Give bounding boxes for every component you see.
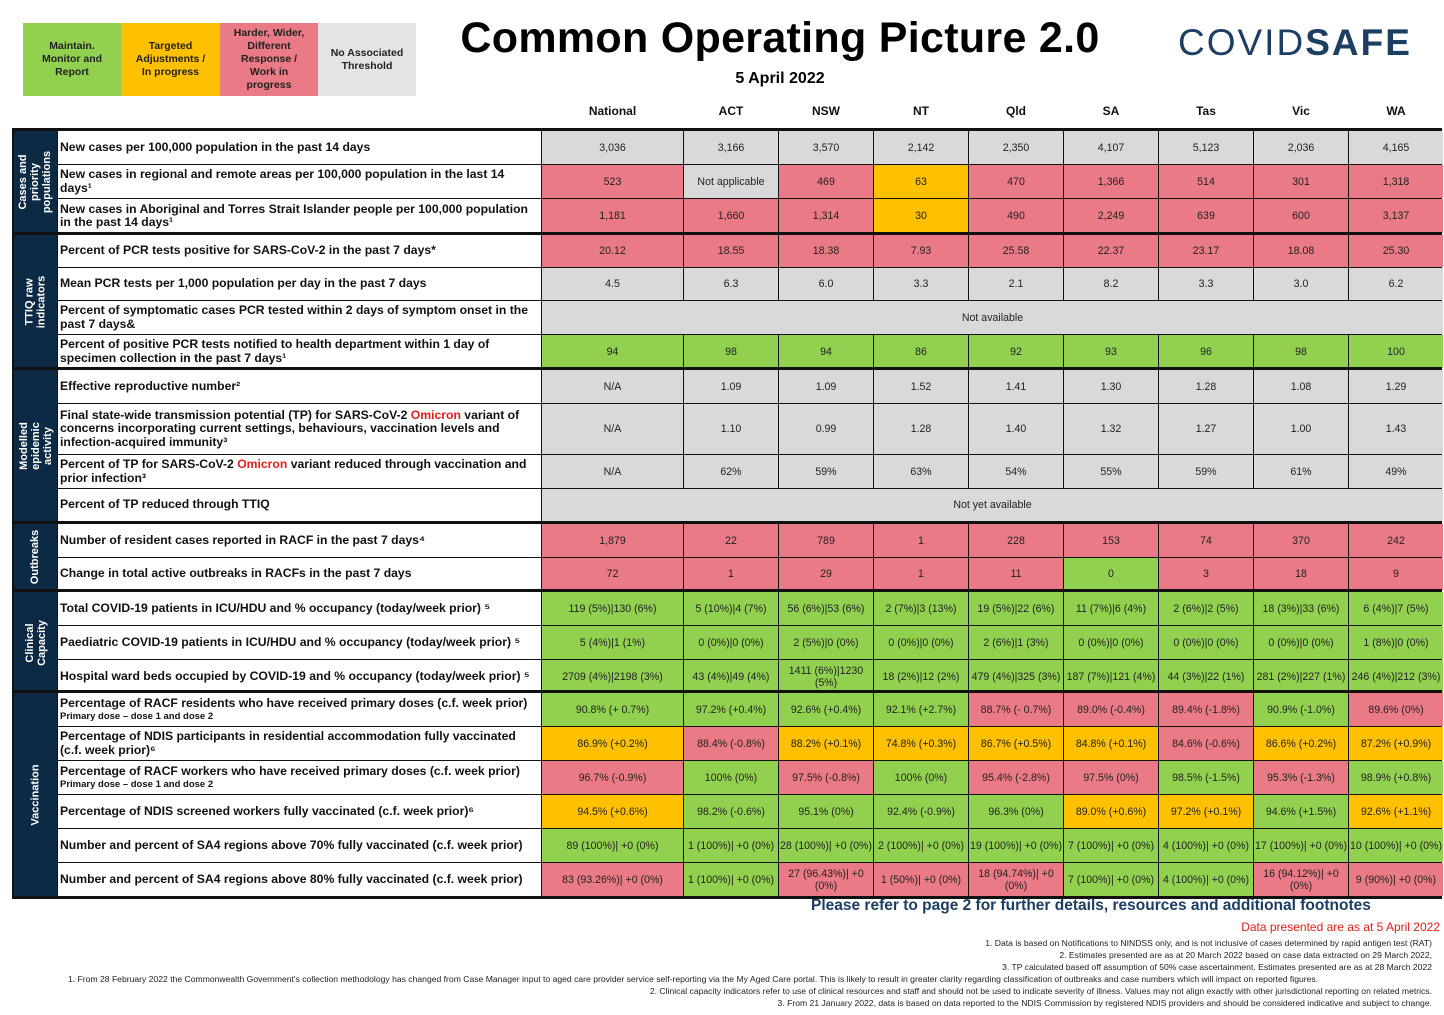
row-label: Number of resident cases reported in RACF in the past 7 days⁴ xyxy=(58,524,541,557)
table-cell: 97.2% (+0.4%) xyxy=(684,693,778,726)
table-cell: 30 xyxy=(874,199,968,233)
table-cell: 0 (0%)|0 (0%) xyxy=(874,626,968,659)
table-cell: 3.3 xyxy=(1159,268,1253,300)
table-cell: 95.1% (0%) xyxy=(779,795,873,828)
table-cell: 153 xyxy=(1064,524,1158,557)
table-cell: 96.3% (0%) xyxy=(969,795,1063,828)
row-label: Hospital ward beds occupied by COVID-19 and % occupancy (today/week prior) ⁵ xyxy=(58,660,541,693)
row-label: Change in total active outbreaks in RACFs in the past 7 days xyxy=(58,558,541,590)
table-cell: 90.9% (-1.0%) xyxy=(1254,693,1348,726)
row-label: Percentage of RACF residents who have received primary doses (c.f. week prior) Primary dose – dose 1 and dose 2 xyxy=(58,693,541,726)
table-cell: 18 (94.74%)| +0 (0%) xyxy=(969,863,1063,896)
table-cell: 2 (100%)| +0 (0%) xyxy=(874,829,968,862)
table-cell: 56 (6%)|53 (6%) xyxy=(779,592,873,625)
table-cell: 1.41 xyxy=(969,370,1063,403)
table-cell: 44 (3%)|22 (1%) xyxy=(1159,660,1253,693)
table-cell: 1.27 xyxy=(1159,404,1253,454)
table-cell: 281 (2%)|227 (1%) xyxy=(1254,660,1348,693)
covidsafe-logo xyxy=(1178,22,1412,64)
table-cell: 98.5% (-1.5%) xyxy=(1159,761,1253,794)
table-cell: 6.2 xyxy=(1349,268,1443,300)
table-cell: 1.28 xyxy=(874,404,968,454)
row-label: Mean PCR tests per 1,000 population per day in the past 7 days xyxy=(58,268,541,300)
table-cell: 95.4% (-2.8%) xyxy=(969,761,1063,794)
table-row xyxy=(58,335,1444,368)
page-title: Common Operating Picture 2.0 xyxy=(460,14,1100,62)
row-sublabel: Primary dose – dose 1 and dose 2 xyxy=(60,710,214,722)
table-cell: 89.0% (+0.6%) xyxy=(1064,795,1158,828)
table-cell: 59% xyxy=(779,455,873,488)
table-cell: 100% (0%) xyxy=(684,761,778,794)
table-cell: 62% xyxy=(684,455,778,488)
table-cell: 1.52 xyxy=(874,370,968,403)
table-cell: 97.5% (0%) xyxy=(1064,761,1158,794)
section-label xyxy=(14,693,57,896)
section-label xyxy=(14,235,57,368)
table-cell: 1.28 xyxy=(1159,370,1253,403)
table-cell: 86.7% (+0.5%) xyxy=(969,727,1063,760)
footnote: 1. Data is based on Notifications to NINDSS only, and is not inclusive of cases determined by rapid antigen test (RAT) xyxy=(985,938,1432,948)
table-cell: 19 (5%)|22 (6%) xyxy=(969,592,1063,625)
table-cell: 2 (6%)|1 (3%) xyxy=(969,626,1063,659)
footnote: 1. From 28 February 2022 the Commonwealth Government's collection methodology has changed from Case Manager input to aged care provider service self-reporting via the My Aged Care portal. This is likely to result in greater clarity regarding classification of outbreaks and case numbers which will impact on reported figures. xyxy=(68,974,1319,984)
logo-bold: SAFE xyxy=(1305,22,1412,63)
table-row xyxy=(58,404,1444,454)
table-cell: 89 (100%)| +0 (0%) xyxy=(542,829,683,862)
table-cell: 86 xyxy=(874,335,968,368)
table-cell: 74.8% (+0.3%) xyxy=(874,727,968,760)
column-header: Tas xyxy=(1196,104,1216,118)
column-header: NT xyxy=(913,104,929,118)
table-cell: 63 xyxy=(874,165,968,198)
table-cell: 7 (100%)| +0 (0%) xyxy=(1064,863,1158,896)
table-cell: 600 xyxy=(1254,199,1348,233)
column-header: SA xyxy=(1102,104,1120,118)
table-cell: 96.7% (-0.9%) xyxy=(542,761,683,794)
table-row xyxy=(58,558,1444,590)
table-cell: 89.6% (0%) xyxy=(1349,693,1443,726)
table-cell: 29 xyxy=(779,558,873,590)
table-cell: 5 (10%)|4 (7%) xyxy=(684,592,778,625)
table-row xyxy=(58,727,1444,760)
table-cell-span: Not yet available xyxy=(542,489,1443,521)
table-cell: 2 (5%)|0 (0%) xyxy=(779,626,873,659)
row-label: Percent of positive PCR tests notified to health department within 1 day of specimen collection in the past 7 days¹ xyxy=(58,335,541,368)
table-cell: 92.1% (+2.7%) xyxy=(874,693,968,726)
table-cell: 83 (93.26%)| +0 (0%) xyxy=(542,863,683,896)
table-cell: N/A xyxy=(542,404,683,454)
footnote: 2. Estimates presented are as at 20 March 2022 based on case data extracted on 29 March 2022, xyxy=(1059,950,1432,960)
table-cell: 228 xyxy=(969,524,1063,557)
table-row xyxy=(58,165,1444,198)
table-cell: 95.3% (-1.3%) xyxy=(1254,761,1348,794)
column-header: Qld xyxy=(1006,104,1026,118)
table-cell: 92.6% (+1.1%) xyxy=(1349,795,1443,828)
table-row xyxy=(58,863,1444,896)
table-cell: 25.58 xyxy=(969,235,1063,267)
table-cell: 789 xyxy=(779,524,873,557)
section-label xyxy=(14,370,57,521)
table-cell: 4 (100%)| +0 (0%) xyxy=(1159,863,1253,896)
table-cell: 242 xyxy=(1349,524,1443,557)
footnote: 3. From 21 January 2022, data is based on data reported to the NDIS Commission by registered NDIS providers and should be considered indicative and subject to change. xyxy=(777,998,1432,1008)
table-row xyxy=(58,693,1444,726)
table-cell: 18 xyxy=(1254,558,1348,590)
table-cell: 1,660 xyxy=(684,199,778,233)
table-cell: 92.4% (-0.9%) xyxy=(874,795,968,828)
table-cell: 1.43 xyxy=(1349,404,1443,454)
table-cell: 97.2% (+0.1%) xyxy=(1159,795,1253,828)
variant-name: Omicron xyxy=(237,457,288,471)
table-cell: 1.29 xyxy=(1349,370,1443,403)
footnote: 2. Clinical capacity indicators refer to use of clinical resources and staff and should not be used to indicate severity of illness. Values may not align exactly with other jurisdictional reporting on related metrics. xyxy=(649,986,1432,996)
table-cell: 54% xyxy=(969,455,1063,488)
table-cell: 59% xyxy=(1159,455,1253,488)
table-cell: 100% (0%) xyxy=(874,761,968,794)
table-row xyxy=(58,268,1444,300)
table-cell: 3.3 xyxy=(874,268,968,300)
table-cell: 28 (100%)| +0 (0%) xyxy=(779,829,873,862)
section-label xyxy=(14,524,57,590)
table-row xyxy=(58,370,1444,403)
table-cell: N/A xyxy=(542,370,683,403)
table-cell: 18.38 xyxy=(779,235,873,267)
table-cell: 3 xyxy=(1159,558,1253,590)
table-cell: 11 (7%)|6 (4%) xyxy=(1064,592,1158,625)
table-cell: 22.37 xyxy=(1064,235,1158,267)
table-cell: 4,165 xyxy=(1349,131,1443,164)
table-cell: 17 (100%)| +0 (0%) xyxy=(1254,829,1348,862)
table-row xyxy=(58,829,1444,862)
table-cell: 3,036 xyxy=(542,131,683,164)
table-cell: 96 xyxy=(1159,335,1253,368)
table-cell: 1 (8%)|0 (0%) xyxy=(1349,626,1443,659)
table-cell: 89.0% (-0.4%) xyxy=(1064,693,1158,726)
row-label: Percent of PCR tests positive for SARS-CoV-2 in the past 7 days* xyxy=(58,235,541,267)
table-cell: N/A xyxy=(542,455,683,488)
table-cell: 1.09 xyxy=(779,370,873,403)
table-cell: Not applicable xyxy=(684,165,778,198)
table-cell: 1411 (6%)|1230 (5%) xyxy=(779,660,873,693)
section-label-text: Clinical Capacity xyxy=(23,619,48,666)
table-cell: 119 (5%)|130 (6%) xyxy=(542,592,683,625)
table-cell: 3,166 xyxy=(684,131,778,164)
table-cell: 2,142 xyxy=(874,131,968,164)
table-cell: 93 xyxy=(1064,335,1158,368)
legend-item: Maintain. Monitor and Report xyxy=(23,23,121,96)
table-cell: 0 (0%)|0 (0%) xyxy=(1254,626,1348,659)
section-label xyxy=(14,131,57,233)
table-cell-span: Not available xyxy=(542,301,1443,334)
table-row xyxy=(58,455,1444,488)
table-row xyxy=(58,235,1444,267)
table-cell: 98 xyxy=(1254,335,1348,368)
table-cell: 97.5% (-0.8%) xyxy=(779,761,873,794)
table-cell: 1.30 xyxy=(1064,370,1158,403)
section-label-text: Outbreaks xyxy=(29,529,42,585)
column-header: ACT xyxy=(718,104,744,118)
table-cell: 0.99 xyxy=(779,404,873,454)
table-cell: 1.32 xyxy=(1064,404,1158,454)
table-cell: 4.5 xyxy=(542,268,683,300)
table-cell: 6.3 xyxy=(684,268,778,300)
footnote: 3. TP calculated based off assumption of 50% case ascertainment. Estimates presented are as at 28 March 2022 xyxy=(1002,962,1432,972)
as-at-note: Data presented are as at 5 April 2022 xyxy=(1241,920,1440,934)
table-cell: 2,350 xyxy=(969,131,1063,164)
table-cell: 1 (50%)| +0 (0%) xyxy=(874,863,968,896)
table-cell: 98 xyxy=(684,335,778,368)
table-cell: 94 xyxy=(779,335,873,368)
table-cell: 20.12 xyxy=(542,235,683,267)
table-cell: 43 (4%)|49 (4%) xyxy=(684,660,778,693)
table-cell: 470 xyxy=(969,165,1063,198)
table-cell: 86.6% (+0.2%) xyxy=(1254,727,1348,760)
table-cell: 49% xyxy=(1349,455,1443,488)
table-cell: 1 (100%)| +0 (0%) xyxy=(684,829,778,862)
table-cell: 94.6% (+1.5%) xyxy=(1254,795,1348,828)
table-cell: 74 xyxy=(1159,524,1253,557)
report-date: 5 April 2022 xyxy=(735,70,825,87)
legend-item: Harder, Wider, Different Response / Work in progress xyxy=(220,23,318,96)
column-header: National xyxy=(588,104,637,118)
table-cell: 63% xyxy=(874,455,968,488)
table-cell: 1 xyxy=(874,558,968,590)
table-cell: 246 (4%)|212 (3%) xyxy=(1349,660,1443,693)
row-label: Number and percent of SA4 regions above 80% fully vaccinated (c.f. week prior) xyxy=(58,863,541,896)
table-cell: 479 (4%)|325 (3%) xyxy=(969,660,1063,693)
table-row xyxy=(58,592,1444,625)
table-cell: 72 xyxy=(542,558,683,590)
table-cell: 88.7% (- 0.7%) xyxy=(969,693,1063,726)
table-cell: 25.30 xyxy=(1349,235,1443,267)
section-label-text: Modelled epidemic activity xyxy=(17,421,54,470)
table-cell: 1 (100%)| +0 (0%) xyxy=(684,863,778,896)
table-cell: 0 xyxy=(1064,558,1158,590)
variant-name: Omicron xyxy=(410,407,461,422)
refer-note: Please refer to page 2 for further details, resources and additional footnotes xyxy=(811,897,1371,914)
row-label: Effective reproductive number² xyxy=(58,370,541,403)
table-cell: 88.4% (-0.8%) xyxy=(684,727,778,760)
table-cell: 87.2% (+0.9%) xyxy=(1349,727,1443,760)
table-cell: 1.10 xyxy=(684,404,778,454)
table-row xyxy=(58,795,1444,828)
table-cell: 2,249 xyxy=(1064,199,1158,233)
table-row xyxy=(58,626,1444,659)
table-row xyxy=(58,199,1444,233)
table-cell: 89.4% (-1.8%) xyxy=(1159,693,1253,726)
table-cell: 1.09 xyxy=(684,370,778,403)
row-label: Percentage of NDIS participants in residential accommodation fully vaccinated (c.f. week prior)⁶ xyxy=(58,727,541,760)
table-cell: 3.0 xyxy=(1254,268,1348,300)
table-cell: 90.8% (+ 0.7%) xyxy=(542,693,683,726)
table-cell: 6.0 xyxy=(779,268,873,300)
table-cell: 0 (0%)|0 (0%) xyxy=(1064,626,1158,659)
row-label: New cases per 100,000 population in the past 14 days xyxy=(58,131,541,164)
table-cell: 469 xyxy=(779,165,873,198)
table-cell: 6 (4%)|7 (5%) xyxy=(1349,592,1443,625)
table-cell: 18.55 xyxy=(684,235,778,267)
table-cell: 4 (100%)| +0 (0%) xyxy=(1159,829,1253,862)
row-label: New cases in Aboriginal and Torres Strait Islander people per 100,000 population in the past 14 days¹ xyxy=(58,199,541,233)
column-header: WA xyxy=(1386,104,1406,118)
table-cell: 94.5% (+0.6%) xyxy=(542,795,683,828)
table-cell: 98.2% (-0.6%) xyxy=(684,795,778,828)
legend-item: No Associated Threshold xyxy=(318,23,416,96)
table-cell: 86.9% (+0.2%) xyxy=(542,727,683,760)
table-cell: 18.08 xyxy=(1254,235,1348,267)
table-cell: 10 (100%)| +0 (0%) xyxy=(1349,829,1443,862)
table-cell: 1.00 xyxy=(1254,404,1348,454)
table-cell: 370 xyxy=(1254,524,1348,557)
row-sublabel: Primary dose – dose 1 and dose 2 xyxy=(60,778,214,790)
row-label: New cases in regional and remote areas per 100,000 population in the last 14 days¹ xyxy=(58,165,541,198)
table-cell: 1.40 xyxy=(969,404,1063,454)
table-cell: 16 (94.12%)| +0 (0%) xyxy=(1254,863,1348,896)
row-label: Percentage of RACF workers who have received primary doses (c.f. week prior) Primary dose – dose 1 and dose 2 xyxy=(58,761,541,794)
table-cell: 7 (100%)| +0 (0%) xyxy=(1064,829,1158,862)
table-cell: 187 (7%)|121 (4%) xyxy=(1064,660,1158,693)
table-cell: 27 (96.43%)| +0 (0%) xyxy=(779,863,873,896)
column-header: NSW xyxy=(812,104,840,118)
table-cell: 2,036 xyxy=(1254,131,1348,164)
table-cell: 4,107 xyxy=(1064,131,1158,164)
table-row xyxy=(58,524,1444,557)
table-cell: 22 xyxy=(684,524,778,557)
table-cell: 0 (0%)|0 (0%) xyxy=(684,626,778,659)
row-label: Paediatric COVID-19 patients in ICU/HDU and % occupancy (today/week prior) ⁵ xyxy=(58,626,541,659)
table-cell: 490 xyxy=(969,199,1063,233)
table-cell: 1.08 xyxy=(1254,370,1348,403)
table-cell: 2 (6%)|2 (5%) xyxy=(1159,592,1253,625)
table-cell: 1,314 xyxy=(779,199,873,233)
table-cell: 2.1 xyxy=(969,268,1063,300)
table-cell: 100 xyxy=(1349,335,1443,368)
row-label: Total COVID-19 patients in ICU/HDU and % occupancy (today/week prior) ⁵ xyxy=(58,592,541,625)
legend xyxy=(23,23,416,96)
row-label: Final state-wide transmission potential (TP) for SARS-CoV-2 Omicron variant of concerns incorporating current settings, behaviours, vaccination levels and infection-acquired immunity³ xyxy=(58,404,541,454)
table-cell: 5,123 xyxy=(1159,131,1253,164)
section-label-text: Vaccination xyxy=(29,763,42,826)
logo-light: COVID xyxy=(1178,22,1306,63)
table-cell: 523 xyxy=(542,165,683,198)
table-row xyxy=(58,131,1444,164)
table-cell: 2709 (4%)|2198 (3%) xyxy=(542,660,683,693)
table-cell: 18 (3%)|33 (6%) xyxy=(1254,592,1348,625)
section-label-text: TTIQ raw indicators xyxy=(23,275,48,328)
row-label: Number and percent of SA4 regions above 70% fully vaccinated (c.f. week prior) xyxy=(58,829,541,862)
table-cell: 3,137 xyxy=(1349,199,1443,233)
table-cell: 3,570 xyxy=(779,131,873,164)
row-label: Percent of symptomatic cases PCR tested within 2 days of symptom onset in the past 7 days& xyxy=(58,301,541,334)
table-cell: 55% xyxy=(1064,455,1158,488)
table-cell: 61% xyxy=(1254,455,1348,488)
table-cell: 1,366 xyxy=(1064,165,1158,198)
table-row xyxy=(58,761,1444,794)
table-cell: 8.2 xyxy=(1064,268,1158,300)
table-cell: 9 (90%)| +0 (0%) xyxy=(1349,863,1443,896)
table-cell: 514 xyxy=(1159,165,1253,198)
table-row xyxy=(58,301,1444,334)
table-cell: 9 xyxy=(1349,558,1443,590)
table-cell: 1,318 xyxy=(1349,165,1443,198)
section-label-text: Cases and priority populations xyxy=(17,150,54,214)
table-cell: 92.6% (+0.4%) xyxy=(779,693,873,726)
table-row xyxy=(58,489,1444,521)
table-cell: 92 xyxy=(969,335,1063,368)
table-cell: 18 (2%)|12 (2%) xyxy=(874,660,968,693)
table-cell: 1 xyxy=(874,524,968,557)
table-cell: 1 xyxy=(684,558,778,590)
table-cell: 5 (4%)|1 (1%) xyxy=(542,626,683,659)
table-cell: 84.6% (-0.6%) xyxy=(1159,727,1253,760)
table-cell: 0 (0%)|0 (0%) xyxy=(1159,626,1253,659)
table-cell: 88.2% (+0.1%) xyxy=(779,727,873,760)
table-cell: 98.9% (+0.8%) xyxy=(1349,761,1443,794)
column-header: Vic xyxy=(1292,104,1310,118)
table-row xyxy=(58,660,1444,693)
row-label: Percent of TP reduced through TTIQ xyxy=(58,489,541,521)
row-label: Percent of TP for SARS-CoV-2 Omicron variant reduced through vaccination and prior infection³ xyxy=(58,455,541,488)
table-cell: 2 (7%)|3 (13%) xyxy=(874,592,968,625)
legend-item: Targeted Adjustments / In progress xyxy=(121,23,220,96)
table-cell: 301 xyxy=(1254,165,1348,198)
table-cell: 1,181 xyxy=(542,199,683,233)
table-cell: 94 xyxy=(542,335,683,368)
table-cell: 19 (100%)| +0 (0%) xyxy=(969,829,1063,862)
section-label xyxy=(14,592,57,693)
table-cell: 11 xyxy=(969,558,1063,590)
row-label: Percentage of NDIS screened workers fully vaccinated (c.f. week prior)⁶ xyxy=(58,795,541,828)
table-cell: 639 xyxy=(1159,199,1253,233)
table-cell: 23.17 xyxy=(1159,235,1253,267)
table-cell: 1,879 xyxy=(542,524,683,557)
table-cell: 7.93 xyxy=(874,235,968,267)
table-cell: 84.8% (+0.1%) xyxy=(1064,727,1158,760)
